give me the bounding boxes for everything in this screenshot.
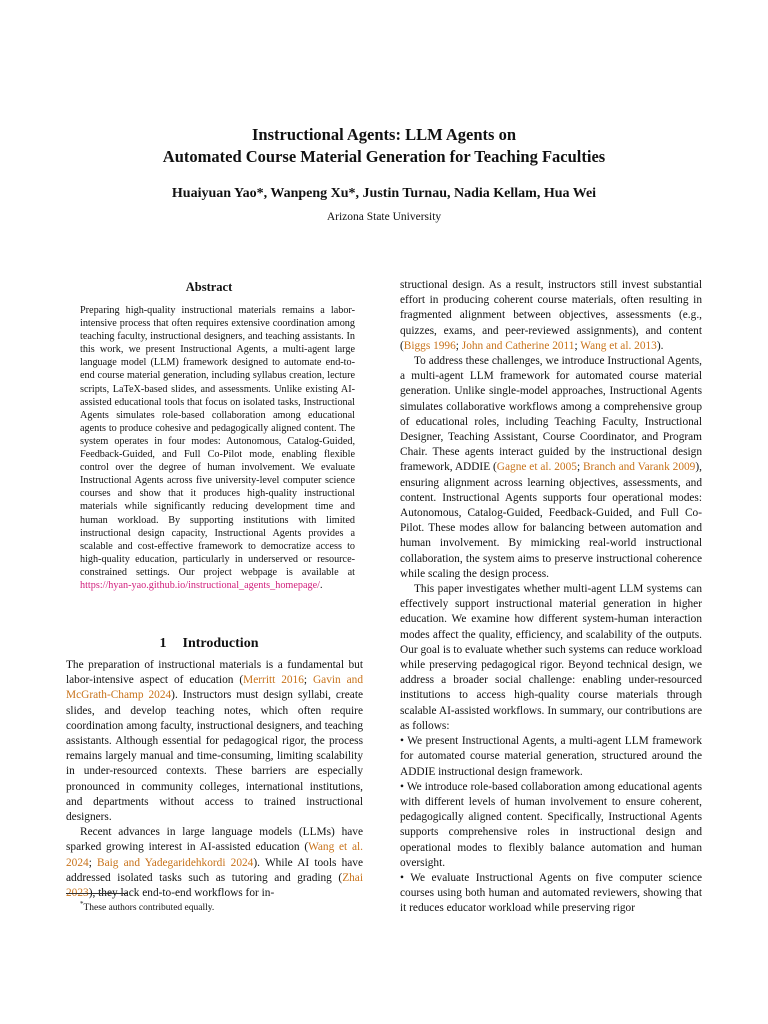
- project-webpage-link[interactable]: https://hyan-yao.github.io/instructional_agents_homepage/: [80, 579, 320, 591]
- affiliation: Arizona State University: [326, 211, 442, 223]
- right-paragraph-3: This paper investigates whether multi-agent LLM systems can effectively support instructional material generation in higher education. We examine how different system-human interaction modes affect the quality, efficiency, and scalability of the outputs. Our goal is to evaluate whether such systems can reduce workload while preserving pedagogical rigor. Beyond technical design, we address a broader social challenge: enabling under-resourced institutions to access high-quality course materials through scalable AI-assisted workflows. In summary, our contributions are as follows:: [400, 583, 702, 732]
- right-paragraph-1: structional design. As a result, instructors still invest substantial effort in producing coherent course materials, often resulting in fragmented alignment between objectives, assessments (e.g., quizzes, exams, and peer-reviewed assignments), and content (Biggs 1996; John and Catherine 2011; Wang et al. 2013).: [400, 279, 702, 352]
- author-list: Huaiyuan Yao*, Wanpeng Xu*, Justin Turnau, Nadia Kellam, Hua Wei: [171, 186, 597, 201]
- citation-link[interactable]: John and Catherine 2011: [461, 339, 575, 352]
- title-line-1: Instructional Agents: LLM Agents on: [251, 125, 517, 144]
- abstract-heading: Abstract: [185, 280, 233, 294]
- citation-link[interactable]: Biggs 1996: [403, 339, 456, 352]
- paper-title: [0, 124, 768, 168]
- footnote: [80, 898, 360, 914]
- citation-link[interactable]: Gagne et al. 2005: [496, 461, 577, 474]
- contribution-bullet-1: • We present Instructional Agents, a multi-agent LLM framework for automated course material generation, structured around the ADDIE instructional design framework.: [400, 735, 702, 778]
- contribution-bullet-3: • We evaluate Instructional Agents on five computer science courses using both human and automated reviewers, showing that it reduces educator workload while preserving rigor: [400, 871, 702, 915]
- section-heading-introduction: [66, 636, 352, 652]
- section-number: 1: [159, 636, 167, 651]
- citation-link[interactable]: Zhai 2023: [66, 871, 363, 900]
- abstract-body: [80, 304, 355, 592]
- intro-paragraph-1: The preparation of instructional materials is a fundamental but labor-intensive aspect of education (Merritt 2016; Gavin and McGrath-Champ 2024). Instructors must design syllabi, create slides, and develop teaching notes, which often require coordination among faculty, instructional designers, and teaching assistants. Although essential for pedagogical rigor, the process remains largely manual and time-consuming, limiting scalability in under-resourced contexts. These barriers are especially pronounced in community colleges, international institutions, and departments without access to trained instructional designers.: [66, 659, 364, 824]
- citation-link[interactable]: Merritt 2016: [243, 674, 304, 687]
- right-paragraph-2: To address these challenges, we introduce Instructional Agents, a multi-agent LLM framework for automated course material generation. Unlike single-model approaches, Instructional Agents simulates collaborative workflows among a comprehensive group of educational roles, including Teaching Faculty, Instructional Designer, Teaching Assistant, Course Coordinator, and Program Chair. These agents interact guided by the instructional design framework, ADDIE (Gagne et al. 2005; Branch and Varank 2009), ensuring alignment across learning objectives, assessments, and content. Instructional Agents supports four operational modes: Autonomous, Catalog-Guided, Feedback-Guided, and Full Co-Pilot. These modes allow for balancing between automation and human involvement. By mimicking real-world instructional collaboration, the system aims to preserve instructional coherence while scaling the design process.: [400, 355, 702, 580]
- intro-left-column: [66, 658, 363, 901]
- footnote-mark: *: [80, 900, 84, 908]
- citation-link[interactable]: Baig and Yadegaridehkordi 2024: [97, 856, 254, 869]
- contribution-bullet-2: • We introduce role-based collaboration among educational agents with different levels of human involvement to ensure coherent, pedagogically aligned content. Specifically, Instructional Agents supports comprehensive roles in instructional design and operational modes to flexibly balance automation and human oversight.: [400, 780, 702, 869]
- citation-link[interactable]: Branch and Varank 2009: [582, 461, 696, 474]
- intro-right-column: [400, 278, 702, 917]
- section-title: Introduction: [182, 636, 259, 651]
- citation-link[interactable]: Wang et al. 2024: [66, 841, 363, 869]
- title-line-2: Automated Course Material Generation for Teaching Faculties: [162, 147, 606, 166]
- citation-link[interactable]: Gavin and McGrath-Champ 2024: [66, 674, 364, 702]
- citation-link[interactable]: Wang et al. 2013: [580, 339, 657, 352]
- abstract-text: Preparing high-quality instructional materials remains a labor-intensive process that often requires extensive coordination among teaching faculty, instructional designers, and teaching assistants. In this work, we present Instructional Agents, a multi-agent large language model (LLM) framework designed to automate end-to-end course material generation, including syllabus creation, lecture scripts, LaTeX-based slides, and assessments. Unlike existing AI-assisted educational tools that focus on isolated tasks, Instructional Agents simulates role-based collaboration among educational agents to produce cohesive and pedagogically aligned content. The system operates in four modes: Autonomous, Catalog-Guided, Feedback-Guided, and Full Co-Pilot mode, enabling flexible control over the degree of human involvement. We evaluate Instructional Agents across five university-level computer science courses and show that it produces high-quality instructional materials while significantly reducing development time and human workload. By supporting institutions with limited instructional design capacity, Instructional Agents provides a scalable and cost-effective framework to democratize access to high-quality education, particularly in underserved or resource-constrained settings. Our project webpage is available at: [80, 305, 355, 578]
- footnote-divider: [66, 893, 128, 894]
- abstract-end: .: [319, 579, 323, 591]
- footnote-text: These authors contributed equally.: [83, 903, 215, 914]
- intro-paragraph-2: Recent advances in large language models (LLMs) have sparked growing interest in AI-assisted education (Wang et al. 2024; Baig and Yadegaridehkordi 2024). While AI tools have addressed isolated tasks such as tutoring and grading (Zhai 2023), they lack end-to-end workflows for in-: [66, 826, 363, 900]
